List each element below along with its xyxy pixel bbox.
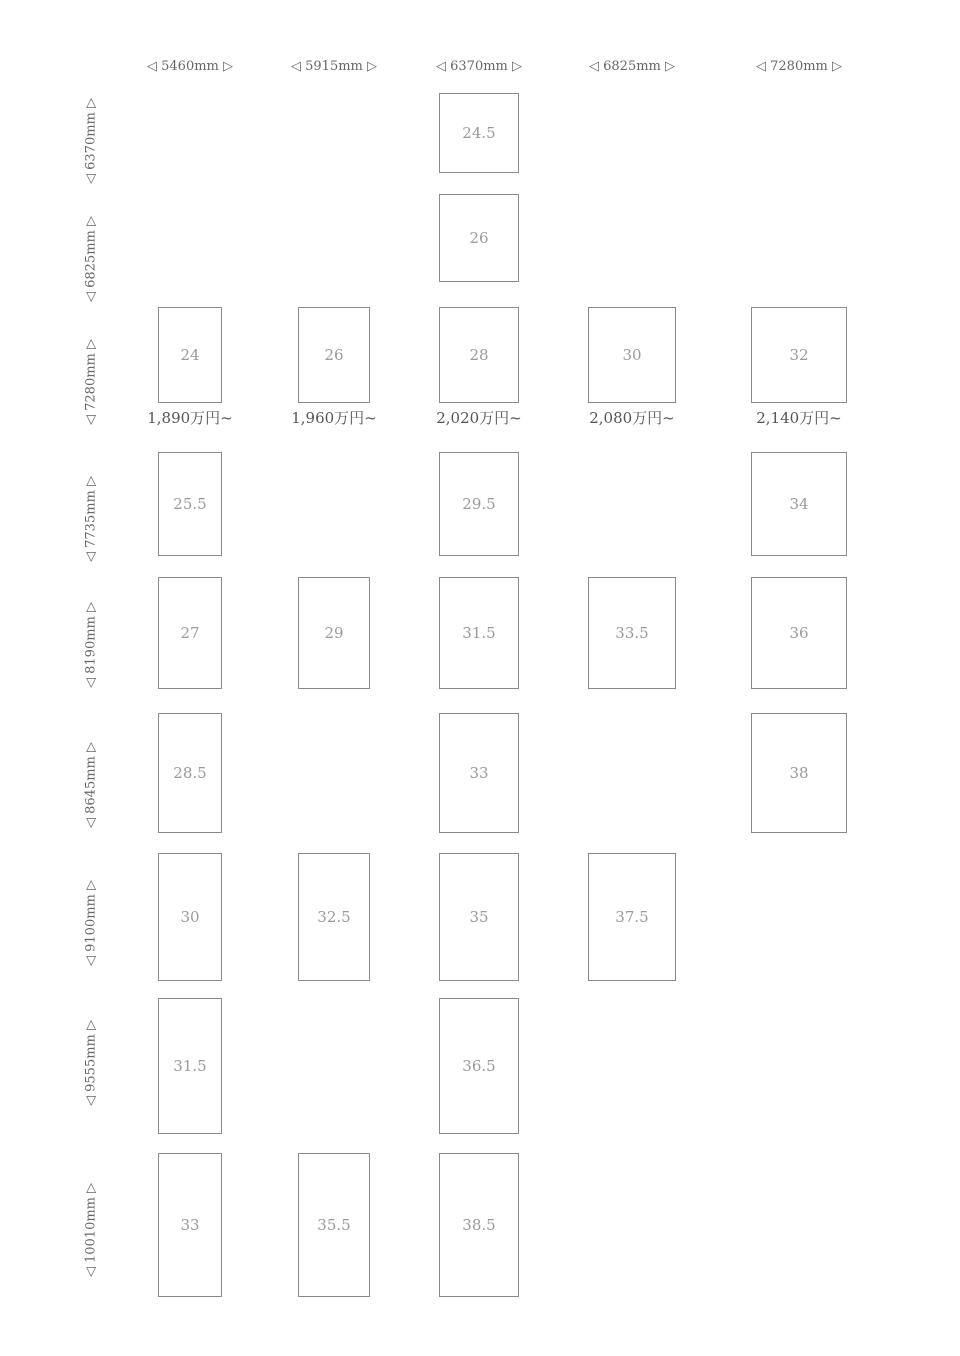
tsubo-value: 36 [789, 623, 809, 642]
floor-plan-cell[interactable] [439, 307, 519, 403]
price-label: 1,890万円~ [147, 409, 233, 427]
tsubo-value: 30 [622, 345, 642, 364]
floor-plan-cell[interactable] [439, 1153, 519, 1297]
floor-plan-cell[interactable] [588, 307, 676, 403]
tsubo-value: 38.5 [462, 1215, 496, 1234]
column-width-label: ◁ 5460mm ▷ [147, 59, 233, 74]
floor-plan-cell[interactable] [439, 998, 519, 1134]
price-label: 2,080万円~ [589, 409, 675, 427]
floor-plan-cell[interactable] [298, 577, 370, 689]
tsubo-value: 26 [469, 228, 489, 247]
price-label: 2,020万円~ [436, 409, 522, 427]
tsubo-value: 30 [180, 907, 200, 926]
column-width-label: ◁ 5915mm ▷ [291, 59, 377, 74]
tsubo-value: 29.5 [462, 494, 496, 513]
row-depth-label: ◁ 9100mm ▷ [83, 880, 99, 966]
floor-plan-cell[interactable] [439, 194, 519, 282]
row-depth-label: ◁ 6370mm ▷ [83, 98, 99, 184]
floor-plan-cell[interactable] [298, 853, 370, 981]
floor-plan-cell[interactable] [158, 713, 222, 833]
tsubo-value: 29 [324, 623, 344, 642]
tsubo-value: 27 [180, 623, 200, 642]
price-label: 2,140万円~ [756, 409, 842, 427]
tsubo-value: 31.5 [462, 623, 496, 642]
column-width-label: ◁ 7280mm ▷ [756, 59, 842, 74]
tsubo-value: 26 [324, 345, 344, 364]
floor-plan-cell[interactable] [158, 998, 222, 1134]
floor-plan-cell[interactable] [439, 713, 519, 833]
tsubo-value: 25.5 [173, 494, 207, 513]
floor-plan-cell[interactable] [439, 93, 519, 173]
tsubo-value: 33 [180, 1215, 200, 1234]
floor-plan-cell[interactable] [751, 713, 847, 833]
tsubo-value: 28 [469, 345, 489, 364]
floor-plan-cell[interactable] [298, 1153, 370, 1297]
floor-plan-cell[interactable] [751, 577, 847, 689]
tsubo-value: 33.5 [615, 623, 649, 642]
tsubo-value: 33 [469, 763, 489, 782]
tsubo-value: 38 [789, 763, 809, 782]
floor-plan-cell[interactable] [588, 853, 676, 981]
floor-plan-cell[interactable] [588, 577, 676, 689]
tsubo-value: 24.5 [462, 123, 496, 142]
floor-plan-cell[interactable] [158, 1153, 222, 1297]
row-depth-label: ◁ 6825mm ▷ [83, 216, 99, 302]
floor-plan-cell[interactable] [439, 452, 519, 556]
price-label: 1,960万円~ [291, 409, 377, 427]
row-depth-label: ◁ 9555mm ▷ [83, 1020, 99, 1106]
floor-plan-cell[interactable] [298, 307, 370, 403]
row-depth-label: ◁ 8190mm ▷ [83, 602, 99, 688]
tsubo-value: 32.5 [317, 907, 351, 926]
floor-plan-cell[interactable] [751, 452, 847, 556]
floor-plan-cell[interactable] [751, 307, 847, 403]
row-depth-label: ◁ 7280mm ▷ [83, 339, 99, 425]
tsubo-value: 35 [469, 907, 489, 926]
tsubo-value: 36.5 [462, 1056, 496, 1075]
floor-plan-cell[interactable] [158, 307, 222, 403]
tsubo-value: 28.5 [173, 763, 207, 782]
tsubo-value: 31.5 [173, 1056, 207, 1075]
column-width-label: ◁ 6370mm ▷ [436, 59, 522, 74]
floor-plan-cell[interactable] [158, 452, 222, 556]
floor-plan-cell[interactable] [158, 577, 222, 689]
tsubo-value: 37.5 [615, 907, 649, 926]
tsubo-value: 34 [789, 494, 809, 513]
floor-plan-cell[interactable] [439, 853, 519, 981]
floor-plan-cell[interactable] [439, 577, 519, 689]
tsubo-value: 32 [789, 345, 809, 364]
row-depth-label: ◁ 8645mm ▷ [83, 742, 99, 828]
row-depth-label: ◁ 7735mm ▷ [83, 476, 99, 562]
column-width-label: ◁ 6825mm ▷ [589, 59, 675, 74]
floor-plan-cell[interactable] [158, 853, 222, 981]
row-depth-label: ◁ 10010mm ▷ [83, 1182, 99, 1278]
tsubo-value: 24 [180, 345, 200, 364]
tsubo-value: 35.5 [317, 1215, 351, 1234]
